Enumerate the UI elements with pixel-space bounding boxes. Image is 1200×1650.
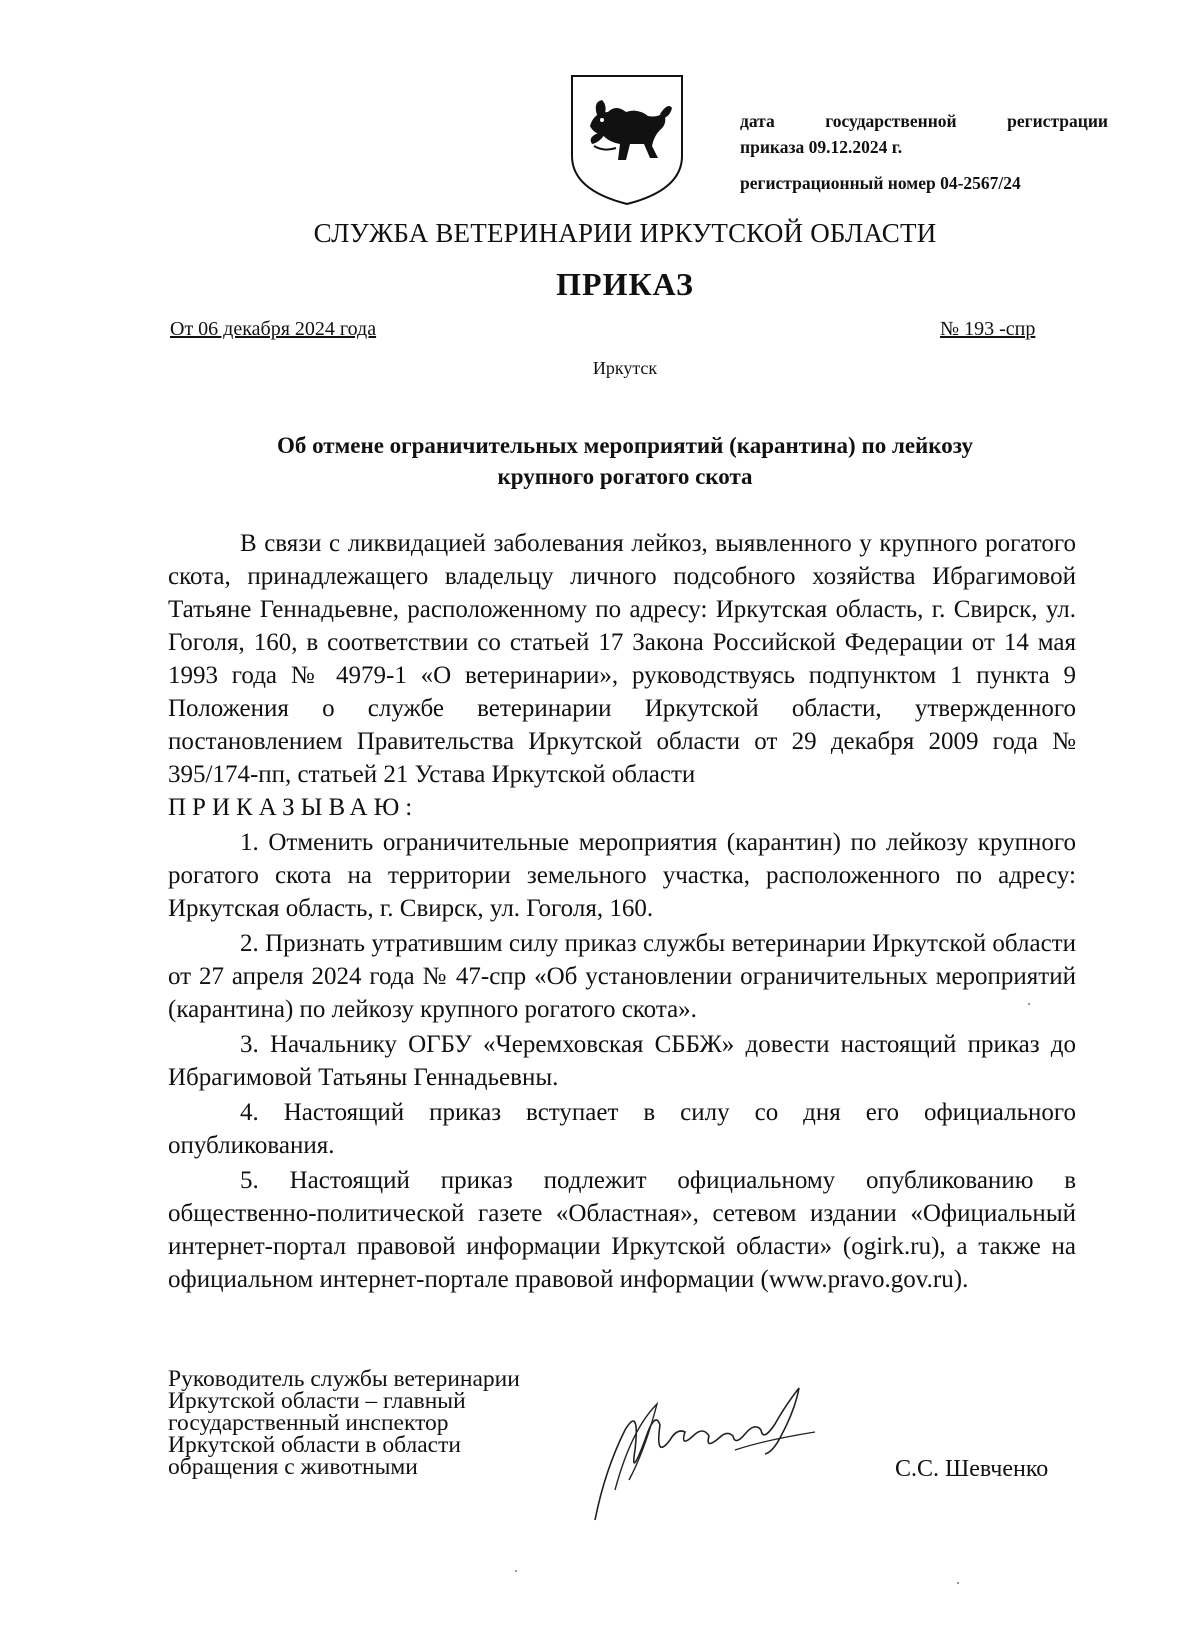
signer-name: С.С. Шевченко bbox=[895, 1456, 1049, 1482]
irkutsk-coat-of-arms-icon bbox=[568, 72, 686, 208]
document-title-line-1: Об отмене ограничительных мероприятий (карантина) по лейкозу bbox=[276, 433, 974, 458]
registration-date: приказа 09.12.2024 г. bbox=[740, 137, 903, 157]
handwritten-signature-icon bbox=[585, 1370, 835, 1530]
registration-word-date: дата bbox=[740, 111, 775, 131]
order-item-4: 4. Настоящий приказ вступает в силу со дня его официального опубликования. bbox=[168, 1099, 1076, 1159]
order-item-3: 3. Начальнику ОГБУ «Черемховская СББЖ» довести настоящий приказ до Ибрагимовой Татьяны Геннадьевны. bbox=[168, 1031, 1076, 1091]
registration-line-1 bbox=[740, 108, 1108, 134]
order-item-5: 5. Настоящий приказ подлежит официальному опубликованию в общественно-политической газете «Областная», сетевом издании «Официальный интернет-портал правовой информации Иркутской области» (ogirk.ru), а также на официальном интернет-портале правовой информации (www.pravo.gov.ru). bbox=[168, 1167, 1076, 1293]
registration-number: регистрационный номер 04-2567/24 bbox=[740, 173, 1021, 193]
document-title-line-2: крупного рогатого скота bbox=[497, 464, 753, 489]
registration-info bbox=[740, 108, 1108, 196]
preamble-paragraph: В связи с ликвидацией заболевания лейкоз, выявленного у крупного рогатого скота, принадлежащего владельцу личного подсобного хозяйства Ибрагимовой Татьяне Геннадьевне, расположенному по адресу: Иркутская область, г. Свирск, ул. Гоголя, 160, в соответствии со статьей 17 Закона Российской Федерации от 14 мая 1993 года № 4979-1 «О ветеринарии», руководствуясь подпунктом 1 пункта 9 Положения о службе ветеринарии Иркутской области, утвержденного постановлением Правительства Иркутской области от 29 декабря 2009 года № 395/174-пп, статьей 21 Устава Иркутской области bbox=[168, 530, 1076, 788]
signer-position-line: Руководитель службы ветеринарии bbox=[168, 1366, 520, 1392]
document-body bbox=[168, 527, 1076, 1296]
scan-speck bbox=[515, 1570, 517, 1572]
document-type: ПРИКАЗ bbox=[556, 266, 694, 302]
registration-word-registration: регистрации bbox=[1007, 111, 1108, 131]
document-title bbox=[160, 430, 1090, 492]
document-number: № 193 -спр bbox=[940, 318, 1036, 340]
signer-position-line: государственный инспектор bbox=[168, 1410, 449, 1436]
signer-position-line: обращения с животными bbox=[168, 1454, 418, 1480]
order-item-2: 2. Признать утратившим силу приказ службы ветеринарии Иркутской области от 27 апреля 2024 года № 47-спр «Об установлении ограничительных мероприятий (карантина) по лейкозу крупного рогатого скота». bbox=[168, 930, 1076, 1023]
order-item-1: 1. Отменить ограничительные мероприятия (карантин) по лейкозу крупного рогатого скота на территории земельного участка, расположенного по адресу: Иркутская область, г. Свирск, ул. Гоголя, 160. bbox=[168, 829, 1076, 922]
document-city: Иркутск bbox=[592, 358, 658, 378]
order-word: ПРИКАЗЫВАЮ: bbox=[168, 794, 419, 821]
signer-position bbox=[168, 1368, 588, 1478]
signer-position-line: Иркутской области в области bbox=[168, 1432, 461, 1458]
organization-name: СЛУЖБА ВЕТЕРИНАРИИ ИРКУТСКОЙ ОБЛАСТИ bbox=[313, 218, 937, 248]
signer-position-line: Иркутской области – главный bbox=[168, 1388, 466, 1414]
registration-word-state: государственной bbox=[825, 111, 957, 131]
document-date: От 06 декабря 2024 года bbox=[170, 318, 377, 340]
scan-speck bbox=[957, 1582, 959, 1584]
scan-speck bbox=[1028, 1003, 1030, 1005]
